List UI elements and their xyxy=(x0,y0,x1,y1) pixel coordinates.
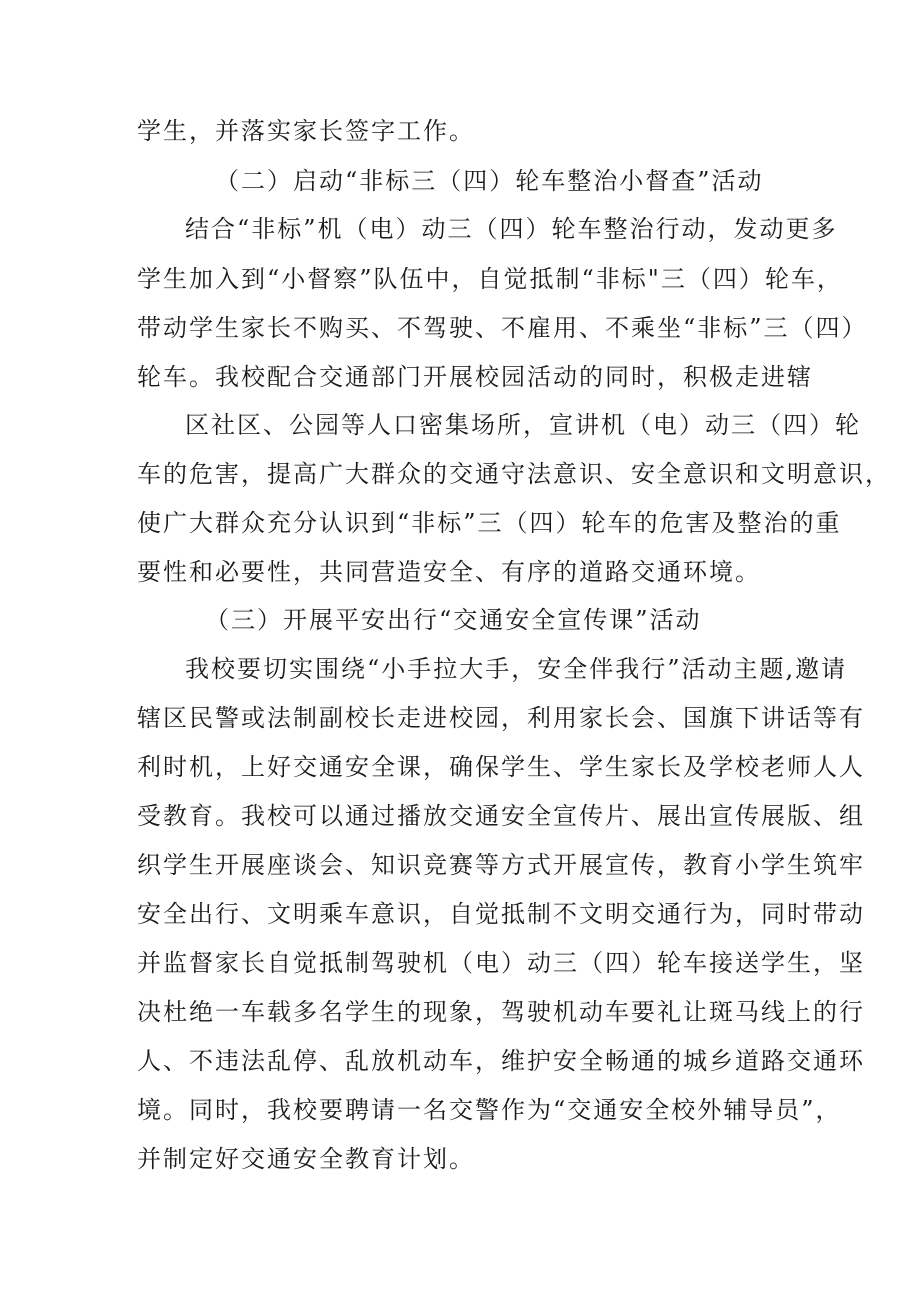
body-line: 使广大群众充分认识到“非标”三（四）轮车的危害及整治的重 xyxy=(137,509,842,537)
section-heading: （三）开展平安出行“交通安全宣传课”活动 xyxy=(205,606,702,634)
body-line: 轮车。我校配合交通部门开展校园活动的同时，积极走进辖 xyxy=(137,363,813,391)
body-line: 决杜绝一车载多名学生的现象，驾驶机动车要礼让斑马线上的行 xyxy=(137,998,865,1026)
section-heading: （二）启动“非标三（四）轮车整治小督查”活动 xyxy=(215,167,764,195)
body-line: 织学生开展座谈会、知识竞赛等方式开展宣传，教育小学生筑牢 xyxy=(137,851,865,879)
body-line: 辖区民警或法制副校长走进校园，利用家长会、国旗下讲话等有 xyxy=(137,704,865,732)
body-line: 学生，并落实家长签字工作。 xyxy=(137,117,475,145)
body-line: 车的危害，提高广大群众的交通守法意识、安全意识和文明意识， xyxy=(137,460,891,488)
body-line: 安全出行、文明乘车意识，自觉抵制不文明交通行为，同时带动 xyxy=(137,900,865,928)
body-line: 受教育。我校可以通过播放交通安全宣传片、展出宣传展版、组 xyxy=(137,802,865,830)
body-line: 利时机，上好交通安全课，确保学生、学生家长及学校老师人人 xyxy=(137,753,865,781)
body-line: 带动学生家长不购买、不驾驶、不雇用、不乘坐“非标”三（四） xyxy=(137,314,868,342)
body-line: 要性和必要性，共同营造安全、有序的道路交通环境。 xyxy=(137,558,761,586)
body-line: 并制定好交通安全教育计划。 xyxy=(137,1145,475,1173)
body-line: 并监督家长自觉抵制驾驶机（电）动三（四）轮车接送学生，坚 xyxy=(137,949,865,977)
body-line: 区社区、公园等人口密集场所，宣讲机（电）动三（四）轮 xyxy=(185,411,861,439)
body-line: 学生加入到“小督察”队伍中，自觉抵制“非标"三（四）轮车， xyxy=(137,265,843,293)
body-line: 人、不违法乱停、乱放机动车，维护安全畅通的城乡道路交通环 xyxy=(137,1047,865,1075)
paragraph-first-line: 我校要切实围绕“小手拉大手，安全伴我行”活动主题,邀请 xyxy=(185,655,848,683)
paragraph-first-line: 结合“非标”机（电）动三（四）轮车整治行动，发动更多 xyxy=(185,215,838,243)
body-line: 境。同时，我校要聘请一名交警作为“交通安全校外辅导员”， xyxy=(137,1096,842,1124)
